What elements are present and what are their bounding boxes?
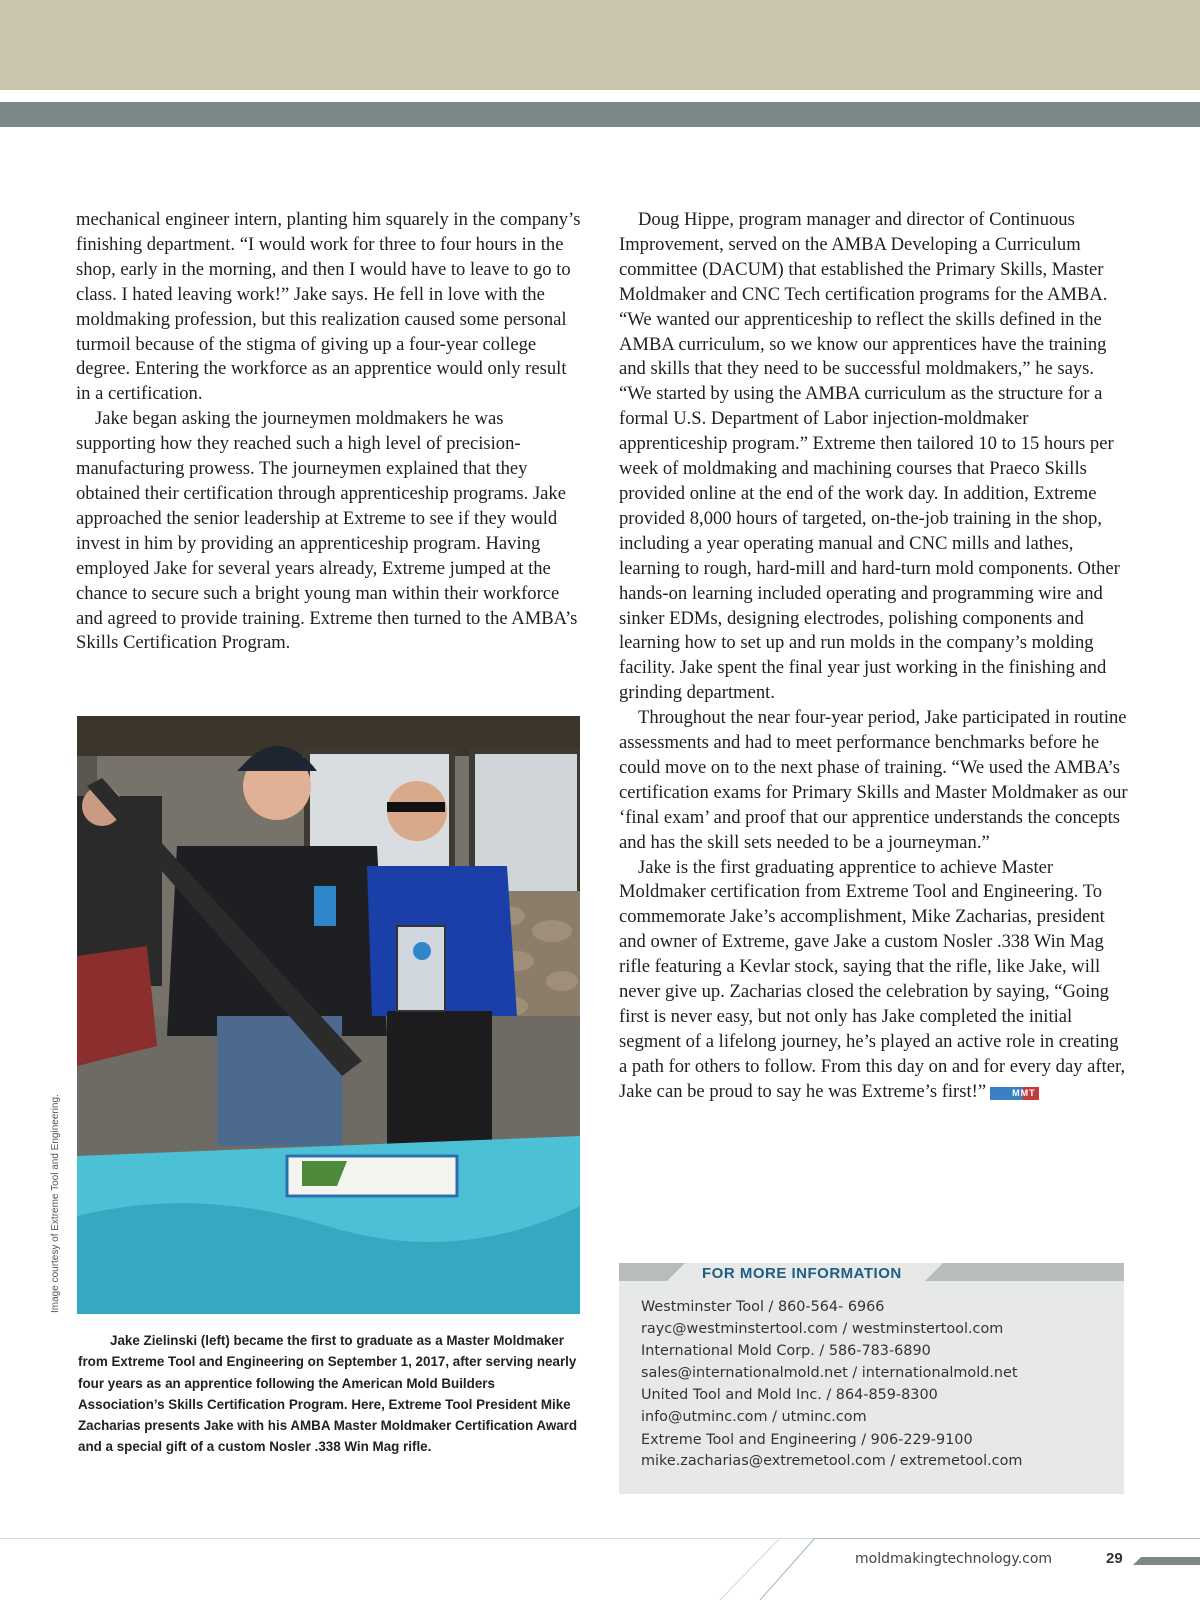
footer-website[interactable]: moldmakingtechnology.com [855, 1551, 1053, 1567]
header-gap [0, 90, 1200, 102]
info-entry [641, 1341, 1111, 1384]
info-title: FOR MORE INFORMATION [702, 1265, 902, 1282]
photo-credit: Image courtesy of Extreme Tool and Engineering. [50, 1094, 61, 1313]
sunglasses [387, 802, 445, 812]
award-plaque [397, 926, 445, 1011]
folding-chair [77, 946, 157, 1066]
company-email-web[interactable]: sales@internationalmold.net / internationalmold.net [641, 1364, 1018, 1381]
photo-caption [78, 1330, 583, 1458]
body-paragraph: Doug Hippe, program manager and director of Continuous Improvement, served on the AMBA Developing a Curriculum committee (DACUM) that established the Primary Skills, Master Moldmaker and CNC Tech certification programs for the AMBA. “We wanted our apprenticeship to reflect the skills defined in the AMBA curriculum, so we know our apprentices have the training and skills that they need to be successful moldmakers,” he says. “We started by using the AMBA curriculum as the structure for a formal U.S. Department of Labor injection-moldmaker apprenticeship program.” Extreme then tailored 10 to 15 hours per week of moldmaking and machining courses that Praeco Skills provided online at the end of the work day. In addition, Extreme provided 8,000 hours of targeted, on-the-job training in the shop, including a year operating manual and CNC mills and lathes, learning to rough, hard-mill and hard-turn mold components. Other hands-on learning included operating and programming wire and sinker EDMs, designing electrodes, polishing components and learning how to set up and run molds in the company’s molding facility. Jake spent the final year just working in the finishing and grinding department. [619, 209, 1120, 704]
info-header-wedge [925, 1263, 943, 1281]
award-photo-illustration [77, 716, 580, 1314]
company-email-web[interactable]: mike.zacharias@extremetool.com / extremetool.com [641, 1453, 1023, 1470]
body-paragraph: Throughout the near four-year period, Jake participated in routine assessments and had to meet performance benchmarks before he could move on to the next phase of training. “We used the AMBA’s certification exams for Primary Skills and Master Moldmaker as our ‘final exam’ and proof that our apprentice understands the concepts and has the skill sets needed to be a journeyman.” [619, 707, 1128, 853]
company-phone: Westminster Tool / 860-564- 6966 [641, 1299, 885, 1315]
company-email-web[interactable]: info@utminc.com / utminc.com [641, 1408, 867, 1425]
company-phone: Extreme Tool and Engineering / 906-229-9100 [641, 1431, 973, 1448]
body-paragraph-text: Jake is the first graduating apprentice to achieve Master Moldmaker certification from Extreme Tool and Engineering. To commemorate Jake’s accomplishment, Mike Zacharias, president and owner of Extreme, gave Jake a custom Nosler .338 Win Mag rifle featuring a Kevlar stock, saying that the rifle, like Jake, will never give up. Zacharias closed the celebration by saying, “Going first is never easy, but not only has Jake completed the initial segment of a lifelong journey, he’s played an active role in creating a path for others to follow. From this day on and for every day after, Jake can be proud to say he was Extreme’s first!” [619, 856, 1126, 1102]
info-header-wedge [667, 1263, 685, 1281]
footer-diagonal [720, 1538, 780, 1600]
jake-shirt [167, 846, 387, 1036]
company-phone: International Mold Corp. / 586-783-6890 [641, 1343, 931, 1360]
page-number: 29 [1106, 1550, 1123, 1567]
info-entry [641, 1297, 1111, 1340]
shirt-logo [314, 886, 336, 926]
right-column [619, 208, 1129, 1105]
footer-bar [1133, 1557, 1200, 1565]
more-info-box [619, 1263, 1124, 1494]
footer-decoration [0, 1538, 1200, 1600]
plaque-emblem [413, 942, 431, 960]
left-column [76, 208, 584, 656]
info-entry [641, 1430, 1111, 1473]
header-band [0, 0, 1200, 90]
info-list [641, 1297, 1111, 1474]
mmt-end-mark-logo: MMT [990, 1087, 1039, 1100]
mike-pants [387, 1011, 492, 1151]
body-paragraph: mechanical engineer intern, planting him squarely in the company’s finishing department. “I would work for three to four hours in the shop, early in the morning, and then I would have to leave to go to class. I hated leaving work!” Jake says. He fell in love with the moldmaking profession, but this realization caused some personal turmoil because of the stigma of giving up a four-year college degree. Entering the workforce as an apprentice would only result in a certification. [76, 209, 581, 405]
footer-diagonal [760, 1538, 815, 1600]
body-paragraph: Jake began asking the journeymen moldmakers he was supporting how they reached such a high level of precision-manufacturing prowess. The journeymen explained that they obtained their certification through apprenticeship programs. Jake approached the senior leadership at Extreme to see if they would invest in him by providing an apprenticeship program. Having employed Jake for several years already, Extreme jumped at the chance to secure such a bright young man within their workforce and agreed to provide training. Extreme then turned to the AMBA’s Skills Certification Program. [76, 408, 578, 654]
company-phone: United Tool and Mold Inc. / 864-859-8300 [641, 1387, 938, 1404]
body-paragraph-last [619, 856, 1129, 1105]
company-email-web[interactable]: rayc@westminstertool.com / westminstertool.com [641, 1320, 1004, 1337]
photo-caption-text: Jake Zielinski (left) became the first to graduate as a Master Moldmaker from Extreme Tool and Engineering on September 1, 2017, after serving nearly four years as an apprentice following the American Mold Builders Association’s Skills Certification Program. Here, Extreme Tool President Mike Zacharias presents Jake with his AMBA Master Moldmaker Certification Award and a special gift of a custom Nosler .338 Win Mag rifle. [78, 1333, 578, 1455]
info-entry [641, 1385, 1111, 1428]
header-bar [0, 102, 1200, 127]
award-photo [77, 716, 580, 1314]
